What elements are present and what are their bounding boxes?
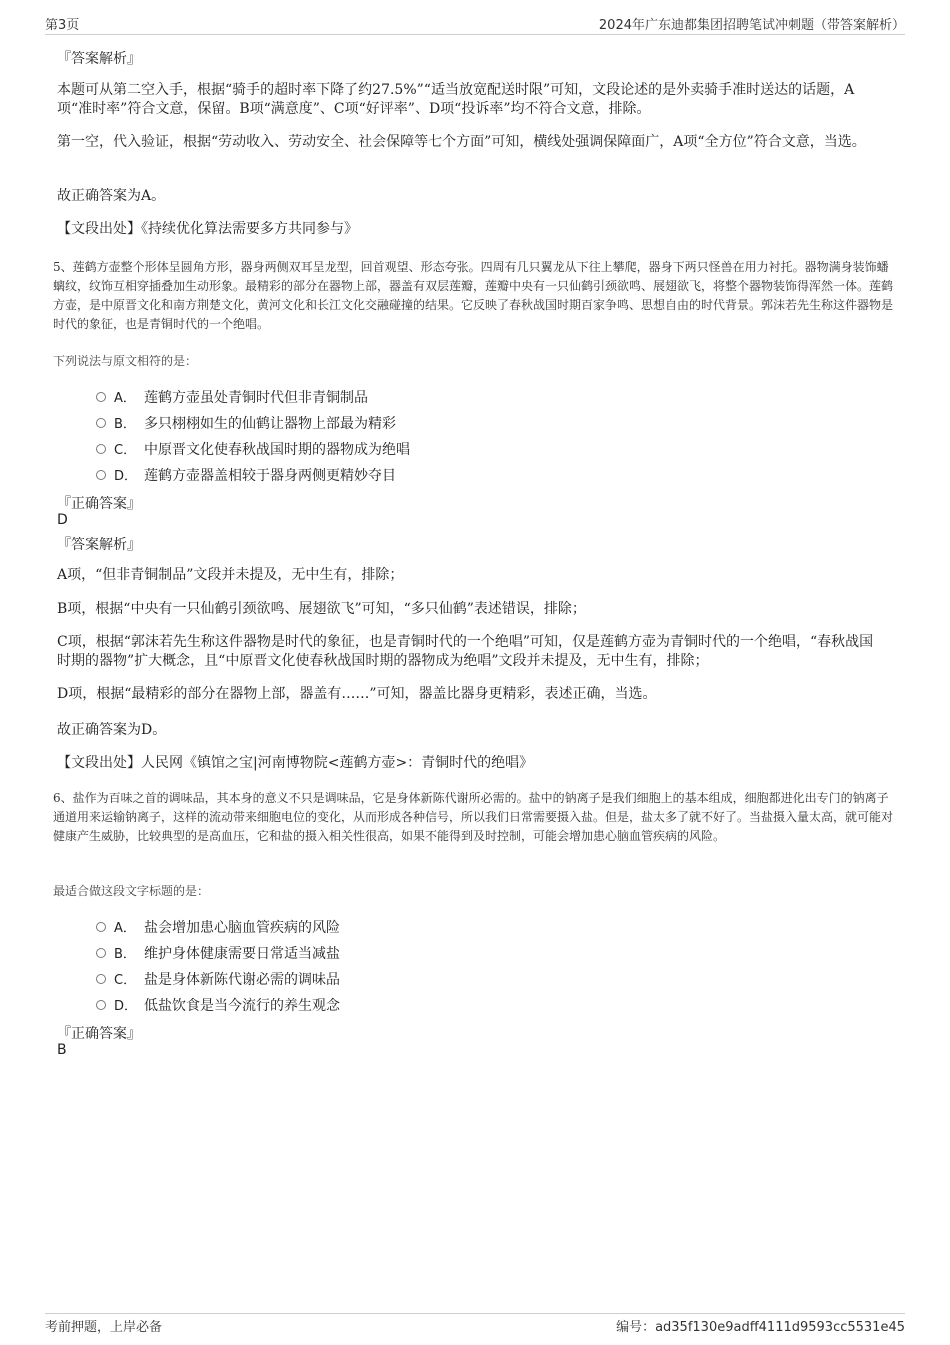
option-text: 维护身体健康需要日常适当减盐 xyxy=(144,946,340,962)
q5-analysis-a: A项，“但非青铜制品”文段并未提及，无中生有，排除； xyxy=(57,567,404,583)
option-text: 莲鹤方壶虽处青铜时代但非青铜制品 xyxy=(144,390,368,406)
option-text: 莲鹤方壶器盖相较于器身两侧更精妙夺目 xyxy=(144,468,396,484)
q5-analysis-c: C项，根据“郭沫若先生称这件器物是时代的象征，也是青铜时代的一个绝唱”可知，仅是莲鹤方壶为青铜时代的一个绝唱，“春秋战国时期的器物”扩大概念，且“中原晋文化使春秋战国时期的器物成为绝唱”文段并未提及，无中生有，排除； xyxy=(57,634,874,669)
page-footer xyxy=(45,1313,905,1334)
radio-icon[interactable] xyxy=(96,974,106,984)
option-letter: A． xyxy=(114,391,136,406)
q5-answer-label: 『正确答案』 xyxy=(57,496,141,512)
q5-source: 【文段出处】人民网《镇馆之宝|河南博物院<莲鹤方壶>：青铜时代的绝唱》 xyxy=(57,755,534,771)
q4-conclusion: 故正确答案为A。 xyxy=(57,188,166,204)
q5-option-b[interactable] xyxy=(96,413,396,433)
q6-question-text: 6、盐作为百味之首的调味品，其本身的意义不只是调味品，它是身体新陈代谢所必需的。盐中的钠离子是我们细胞上的基本组成，细胞都进化出专门的钠离子通道用来运输钠离子，这样的流动带来细胞电位的变化，从而形成各种信号，所以我们日常需要摄入盐。但是，盐太多了就不好了。当盐摄入量太高，就可能对健康产生威胁，比较典型的是高血压，它和盐的摄入相关性很高，如果不能得到及时控制，可能会增加患心脑血管疾病的风险。 xyxy=(53,791,894,843)
q5-question-text: 5、莲鹤方壶整个形体呈圆角方形，器身两侧双耳呈龙型，回首观望、形态夸张。四周有几只翼龙从下往上攀爬，器身下两只怪兽在用力衬托。器物满身装饰蟠螭纹，纹饰互相穿插叠加生动形象。最精彩的部分在器物上部，器盖有双层莲瓣，莲瓣中央有一只仙鹤引颈欲鸣、展翅欲飞，将整个器物装饰得浑然一体。莲鹤方壶，是中原晋文化和南方荆楚文化，黄河文化和长江文化交融碰撞的结果。它反映了春秋战国时期百家争鸣、思想自由的时代背景。郭沫若先生称这件器物是时代的象征，也是青铜时代的一个绝唱。 xyxy=(53,260,894,331)
footer-slogan: 考前押题，上岸必备 xyxy=(45,1320,163,1335)
option-letter: C． xyxy=(114,443,137,458)
q5-option-d[interactable] xyxy=(96,465,396,485)
option-text: 低盐饮食是当今流行的养生观念 xyxy=(144,998,340,1014)
q5-analysis-b: B项，根据“中央有一只仙鹤引颈欲鸣、展翅欲飞”可知，“多只仙鹤”表述错误，排除； xyxy=(57,601,586,617)
page-number: 第3页 xyxy=(45,18,80,33)
radio-icon[interactable] xyxy=(96,922,106,932)
radio-icon[interactable] xyxy=(96,948,106,958)
document-title: 2024年广东迪都集团招聘笔试冲刺题（带答案解析） xyxy=(598,18,905,33)
q4-analysis-paragraph-2: 第一空，代入验证，根据“劳动收入、劳动安全、社会保障等七个方面”可知，横线处强调保障面广，A项“全方位”符合文意，当选。 xyxy=(57,134,866,150)
radio-icon[interactable] xyxy=(96,392,106,402)
q5-analysis-d: D项，根据“最精彩的部分在器物上部，器盖有……”可知，器盖比器身更精彩，表述正确，当选。 xyxy=(57,686,657,702)
q6-option-b[interactable] xyxy=(96,943,340,963)
q5-prompt: 下列说法与原文相符的是： xyxy=(53,354,198,368)
option-letter: C． xyxy=(114,973,137,988)
q6-answer-label: 『正确答案』 xyxy=(57,1026,141,1042)
radio-icon[interactable] xyxy=(96,444,106,454)
option-text: 中原晋文化使春秋战国时期的器物成为绝唱 xyxy=(144,442,410,458)
q5-analysis-label: 『答案解析』 xyxy=(57,537,141,553)
option-text: 盐是身体新陈代谢必需的调味品 xyxy=(144,972,340,988)
q5-option-a[interactable] xyxy=(96,387,368,407)
option-text: 盐会增加患心脑血管疾病的风险 xyxy=(144,920,340,936)
page-header xyxy=(45,14,905,35)
q5-conclusion: 故正确答案为D。 xyxy=(57,722,167,738)
q6-option-a[interactable] xyxy=(96,917,340,937)
q6-option-c[interactable] xyxy=(96,969,340,989)
q5-answer: D xyxy=(57,512,68,528)
footer-document-id: 编号：ad35f130e9adff4111d9593cc5531e45 xyxy=(616,1320,905,1335)
q4-analysis-label: 『答案解析』 xyxy=(57,51,141,67)
q6-option-d[interactable] xyxy=(96,995,340,1015)
option-letter: A． xyxy=(114,921,136,936)
q6-answer: B xyxy=(57,1042,67,1058)
radio-icon[interactable] xyxy=(96,1000,106,1010)
option-letter: B． xyxy=(114,947,136,962)
option-letter: D． xyxy=(114,469,138,484)
q4-source: 【文段出处】《持续优化算法需要多方共同参与》 xyxy=(57,221,358,237)
radio-icon[interactable] xyxy=(96,470,106,480)
option-letter: D． xyxy=(114,999,138,1014)
option-text: 多只栩栩如生的仙鹤让器物上部最为精彩 xyxy=(144,416,396,432)
q4-analysis-paragraph-1: 本题可从第二空入手，根据“骑手的超时率下降了约27.5%”“适当放宽配送时限”可知，文段论述的是外卖骑手准时送达的话题，A项“准时率”符合文意，保留。B项“满意度”、C项“好评率”、D项“投诉率”均不符合文意，排除。 xyxy=(57,82,855,117)
option-letter: B． xyxy=(114,417,136,432)
q6-prompt: 最适合做这段文字标题的是： xyxy=(53,884,210,898)
radio-icon[interactable] xyxy=(96,418,106,428)
q5-option-c[interactable] xyxy=(96,439,410,459)
